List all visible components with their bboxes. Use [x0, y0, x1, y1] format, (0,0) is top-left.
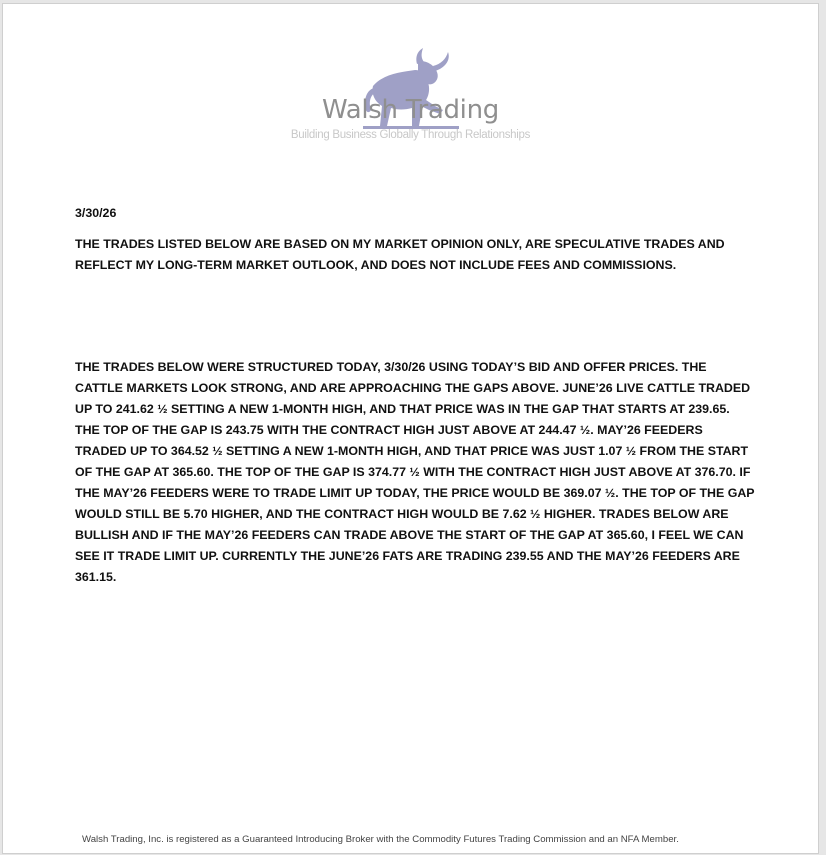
disclaimer-paragraph: THE TRADES LISTED BELOW ARE BASED ON MY MARKET OPINION ONLY, ARE SPECULATIVE TRADES AND REFLECT MY LONG-TERM MARKET OUTLOOK, AND DOES NOT INCLUDE FEES AND COMMISSIONS. [75, 237, 725, 272]
logo-tagline: Building Business Globally Through Relationships [290, 129, 531, 141]
logo-title: Walsh Trading [322, 95, 499, 125]
document-page [3, 4, 818, 853]
document-date: 3/30/26 [75, 206, 117, 220]
market-commentary-paragraph: THE TRADES BELOW WERE STRUCTURED TODAY, 3/30/26 USING TODAY’S BID AND OFFER PRICES. THE CATTLE MARKETS LOOK STRONG, AND ARE APPROACHING THE GAPS ABOVE. JUNE’26 LIVE CATTLE TRADED UP TO 241.62 ½ SETTING A NEW 1-MONTH HIGH, AND THAT PRICE WAS IN THE GAP THAT STARTS AT 239.65. THE TOP OF THE GAP IS 243.75 WITH THE CONTRACT HIGH JUST ABOVE AT 244.47 ½. MAY’26 FEEDERS TRADED UP TO 364.52 ½ SETTING A NEW 1-MONTH HIGH, AND THAT PRICE WAS JUST 1.07 ½ FROM THE START OF THE GAP AT 365.60. THE TOP OF THE GAP IS 374.77 ½ WITH THE CONTRACT HIGH JUST ABOVE AT 376.70. IF THE MAY’26 FEEDERS WERE TO TRADE LIMIT UP TODAY, THE PRICE WOULD BE 369.07 ½. THE TOP OF THE GAP WOULD STILL BE 5.70 HIGHER, AND THE CONTRACT HIGH WOULD BE 7.62 ½ HIGHER. TRADES BELOW ARE BULLISH AND IF THE MAY’26 FEEDERS CAN TRADE ABOVE THE START OF THE GAP AT 365.60, I FEEL WE CAN SEE IT TRADE LIMIT UP. CURRENTLY THE JUNE’26 FATS ARE TRADING 239.55 AND THE MAY’26 FEEDERS ARE 361.15. [75, 360, 755, 584]
regulatory-footer: Walsh Trading, Inc. is registered as a Guaranteed Introducing Broker with the Commodity Futures Trading Commission and an NFA Member. [82, 834, 679, 845]
